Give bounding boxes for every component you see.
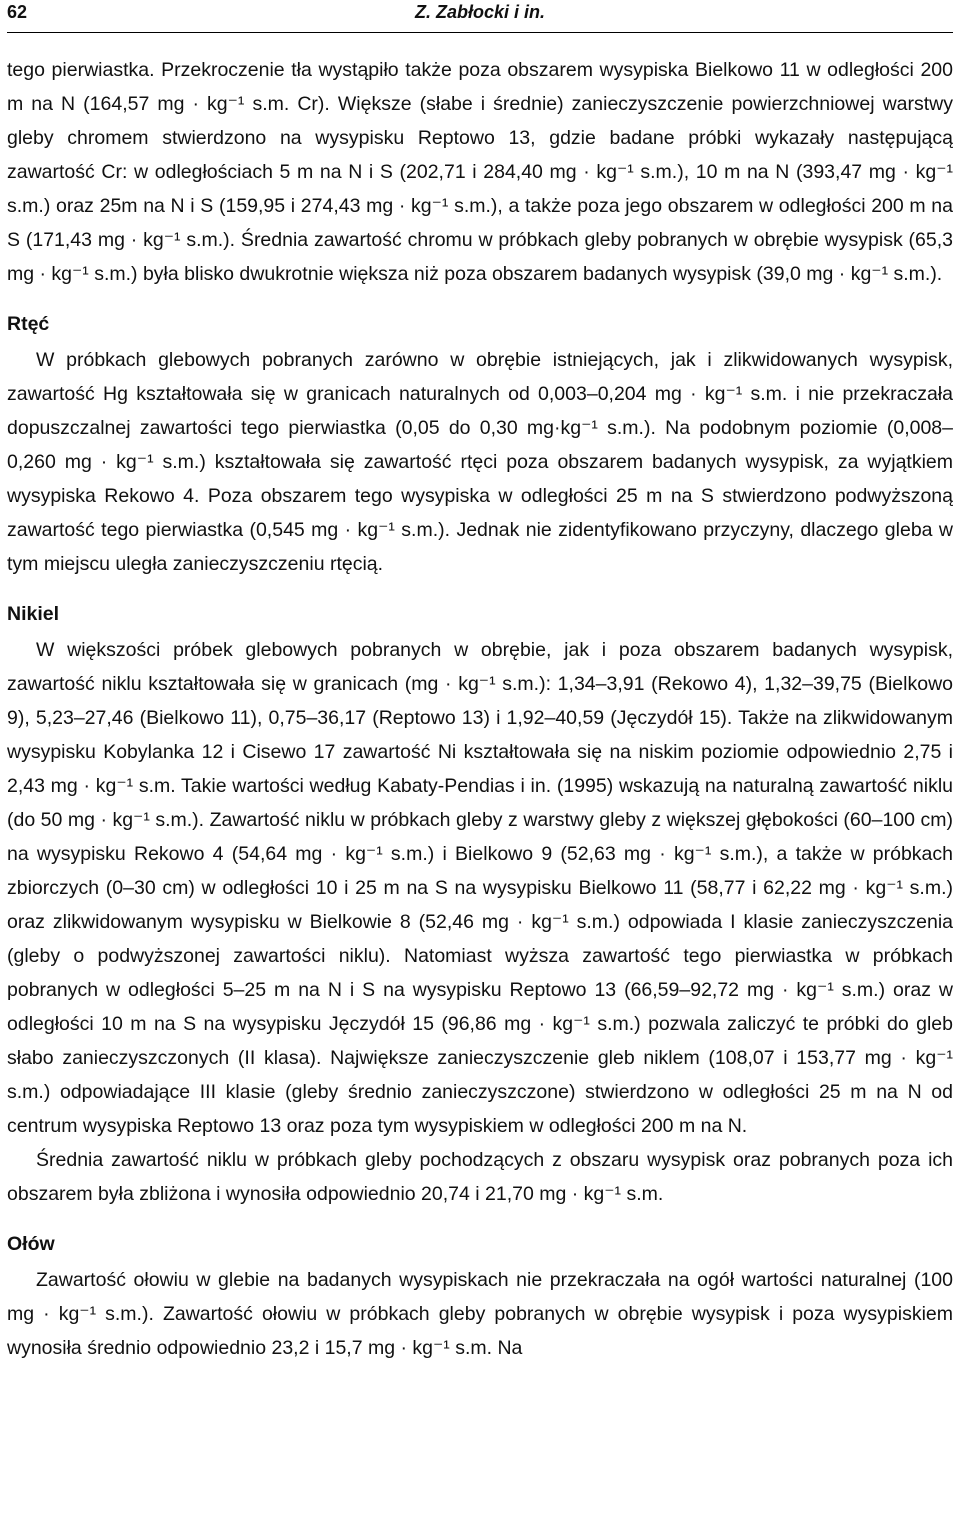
section-heading-mercury: Rtęć [7,313,50,335]
paragraph-chromium-continuation: tego pierwiastka. Przekroczenie tła wystąpiło także poza obszarem wysypiska Bielkowo 11 w odległości 200 m na N (164,57 mg · kg⁻¹ s.m. Cr). Większe (słabe i średnie) zanieczyszczenie powierzchniowej warstwy gleby chromem stwierdzono na wysypisku Reptowo 13, gdzie badane próbki wykazały następującą zawartość Cr: w odległościach 5 m na N i S (202,71 i 284,40 mg · kg⁻¹ s.m.), 10 m na N (393,47 mg · kg⁻¹ s.m.) oraz 25m na N i S (159,95 i 274,43 mg · kg⁻¹ s.m.), a także poza jego obszarem w odległości 200 m na S (171,43 mg · kg⁻¹ s.m.). Średnia zawartość chromu w próbkach gleby pobranych w obrębie wysypisk (65,3 mg · kg⁻¹ s.m.) była blisko dwukrotnie większa niż poza obszarem badanych wysypisk (39,0 mg · kg⁻¹ s.m.). [7,59,953,285]
page-number: 62 [7,2,28,22]
paragraph-mercury: W próbkach glebowych pobranych zarówno w obrębie istniejących, jak i zlikwidowanych wysypisk, zawartość Hg kształtowała się w granicach naturalnych od 0,003–0,204 mg · kg⁻¹ s.m. i nie przekraczała dopuszczalnej zawartości tego pierwiastka (0,05 do 0,30 mg·kg⁻¹ s.m.). Na podobnym poziomie (0,008–0,260 mg · kg⁻¹ s.m.) kształtowała się zawartość rtęci poza obszarem badanych wysypisk, za wyjątkiem wysypiska Rekowo 4. Poza obszarem tego wysypiska w odległości 25 m na S stwierdzono podwyższoną zawartość tego pierwiastka (0,545 mg · kg⁻¹ s.m.). Jednak nie zidentyfikowano przyczyny, dlaczego gleba w tym miejscu uległa zanieczyszczeniu rtęcią. [7,349,953,575]
section-heading-nickel: Nikiel [7,603,60,625]
paragraph-nickel-2: Średnia zawartość niklu w próbkach gleby pochodzących z obszaru wysypisk oraz pobranych poza ich obszarem była zbliżona i wynosiła odpowiednio 20,74 i 21,70 mg · kg⁻¹ s.m. [7,1149,953,1205]
paragraph-lead: Zawartość ołowiu w glebie na badanych wysypiskach nie przekraczała na ogół wartości naturalnej (100 mg · kg⁻¹ s.m.). Zawartość ołowiu w próbkach gleby pobranych w obrębie wysypisk i poza wysypiskiem wynosiła średnio odpowiednio 23,2 i 15,7 mg · kg⁻¹ s.m. Na [7,1269,953,1359]
running-title: Z. Zabłocki i in. [414,2,546,22]
section-heading-lead: Ołów [7,1233,55,1255]
paragraph-nickel-1: W większości próbek glebowych pobranych w obrębie, jak i poza obszarem badanych wysypisk, zawartość niklu kształtowała się w granicach (mg · kg⁻¹ s.m.): 1,34–3,91 (Rekowo 4), 1,32–39,75 (Bielkowo 9), 5,23–27,46 (Bielkowo 11), 0,75–36,17 (Reptowo 13) i 1,92–40,59 (Jęczydół 15). Także na zlikwidowanym wysypisku Kobylanka 12 i Cisewo 17 zawartość Ni kształtowała się na niskim poziomie odpowiednio 2,75 i 2,43 mg · kg⁻¹ s.m. Takie wartości według Kabaty-Pendias i in. (1995) wskazują na naturalną zawartość niklu (do 50 mg · kg⁻¹ s.m.). Zawartość niklu w próbkach gleby z warstwy gleby z większej głębokości (60–100 cm) na wysypisku Rekowo 4 (54,64 mg · kg⁻¹ s.m.) i Bielkowo 9 (52,63 mg · kg⁻¹ s.m.), a także w próbkach zbiorczych (0–30 cm) w odległości 10 i 25 m na S na wysypisku Bielkowo 11 (58,77 i 62,22 mg · kg⁻¹ s.m.) oraz zlikwidowanym wysypisku w Bielkowie 8 (52,46 mg · kg⁻¹ s.m.) odpowiada I klasie zanieczyszczenia (gleby o podwyższonej zawartości niklu). Natomiast wyższa zawartość tego pierwiastka w próbkach pobranych w odległości 5–25 m na N i S na wysypisku Reptowo 13 (66,59–92,72 mg · kg⁻¹ s.m.) oraz w odległości 10 m na S na wysypisku Jęczydół 15 (96,86 mg · kg⁻¹ s.m.) pozwala zaliczyć te próbki do gleb słabo zanieczyszczonych (II klasa). Największe zanieczyszczenie gleb niklem (108,07 i 153,77 mg · kg⁻¹ s.m.) odpowiadające III klasie (gleby średnio zanieczyszczone) stwierdzono w odległości 25 m na N od centrum wysypiska Reptowo 13 oraz poza tym wysypiskiem w odległości 200 m na N. [7,639,953,1137]
document-page [7,0,953,1365]
page-header [7,2,953,32]
header-rule [7,32,953,33]
